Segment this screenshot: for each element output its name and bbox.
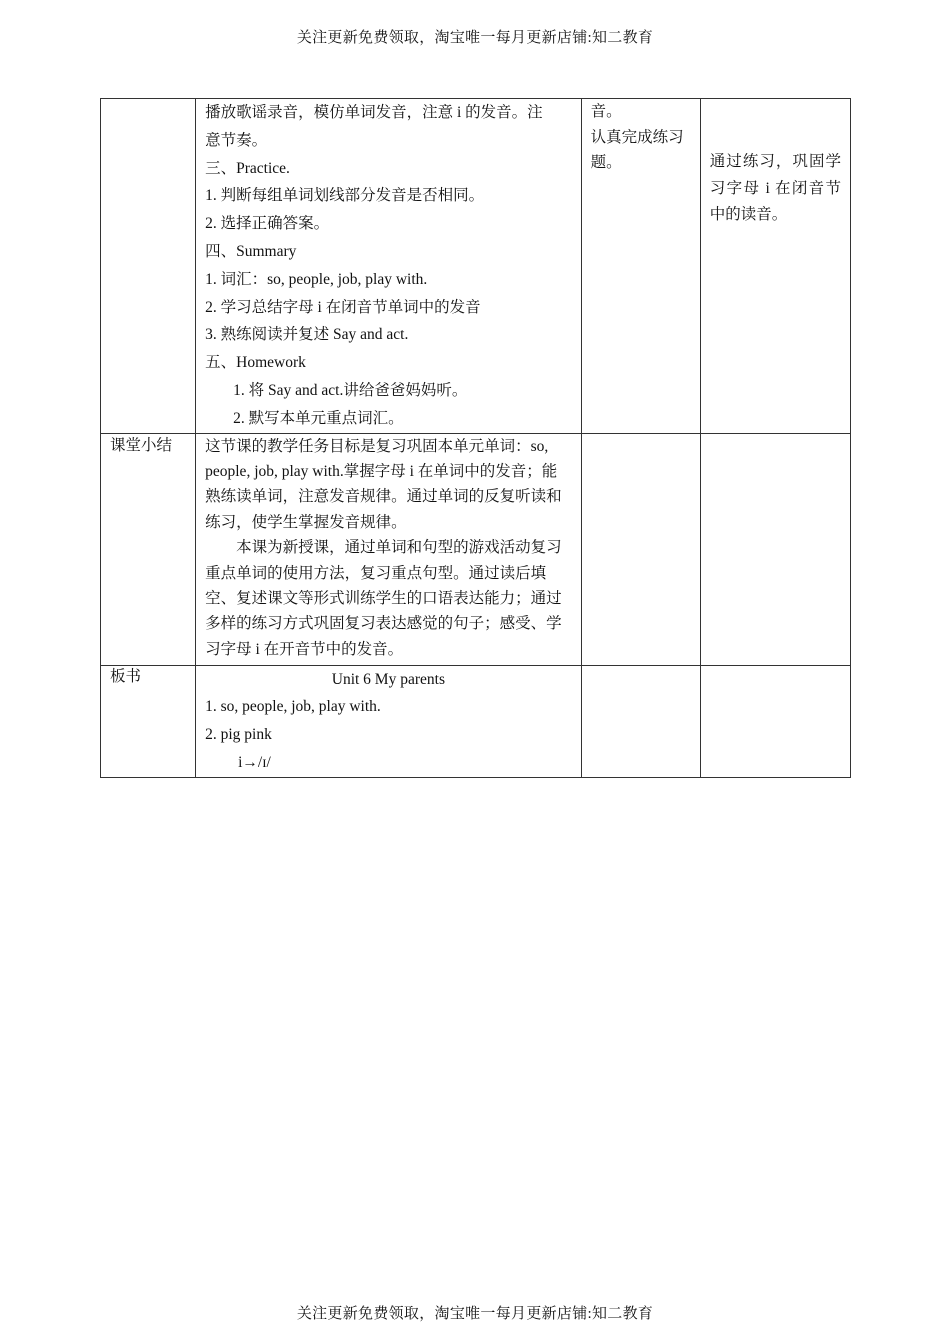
homework-item: 2. 默写本单元重点词汇。 [233, 409, 404, 427]
summary-paragraph-1: 这节课的教学任务目标是复习巩固本单元单词：so, people, job, play with.掌握字母 i 在单词中的发音；能熟练读单词，注意发音规律。通过单词的反复听读和练习，使学生掌握发音规律。 [205, 437, 562, 531]
student-activity-cell [581, 99, 700, 434]
content-line: 意节奏。 [205, 131, 268, 149]
content-line: 3. 熟练阅读并复述 Say and act. [205, 326, 409, 344]
section-heading-summary: 四、Summary [205, 242, 297, 260]
content-line: 播放歌谣录音，模仿单词发音，注意 i 的发音。注 [205, 104, 543, 121]
row-label-summary: 课堂小结 [110, 436, 173, 454]
content-line: 2. 选择正确答案。 [205, 215, 330, 233]
student-line: 认真完成练习 [590, 128, 684, 146]
teaching-content-cell [196, 99, 582, 434]
row-label-cell [101, 433, 196, 665]
section-heading-practice: 三、Practice. [205, 159, 290, 177]
content-line: 1. 判断每组单词划线部分发音是否相同。 [205, 187, 485, 205]
homework-item: 1. 将 Say and act.讲给爸爸妈妈听。 [233, 381, 468, 399]
summary-paragraph-2: 本课为新授课，通过单词和句型的游戏活动复习重点单词的使用方法，复习重点句型。通过读后填空、复述课文等形式训练学生的口语表达能力；通过多样的练习方式巩固复习表达感觉的句子；感受、学习字母 i 在开音节中的发音。 [205, 539, 562, 658]
page-header: 关注更新免费领取，淘宝唯一每月更新店铺:知二教育 [296, 30, 654, 46]
content-line: 1. 词汇：so, people, job, play with. [205, 270, 428, 288]
empty-cell [700, 665, 850, 777]
purpose-text: 通过练习，巩固学习字母 i 在闭音节中的读音。 [709, 153, 841, 223]
summary-content-cell [196, 433, 582, 665]
blackboard-title: Unit 6 My parents [331, 670, 445, 688]
phonetic-line: i→/ɪ/ [238, 753, 271, 771]
empty-cell [581, 433, 700, 665]
lesson-plan-table [100, 98, 851, 778]
content-line: 2. 学习总结字母 i 在闭音节单词中的发音 [205, 298, 481, 316]
blackboard-line: 2. pig pink [205, 726, 272, 744]
blackboard-line: 1. so, people, job, play with. [205, 698, 381, 716]
table-row-summary [101, 433, 851, 665]
empty-cell [581, 665, 700, 777]
blackboard-content-cell [196, 665, 582, 777]
page-footer: 关注更新免费领取，淘宝唯一每月更新店铺:知二教育 [296, 1306, 654, 1322]
student-line: 音。 [590, 103, 622, 120]
table-row-activities [101, 99, 851, 434]
section-heading-homework: 五、Homework [205, 354, 306, 372]
table-row-blackboard [101, 665, 851, 777]
row-label-cell [101, 665, 196, 777]
design-purpose-cell [700, 99, 850, 434]
student-line: 题。 [590, 154, 622, 171]
row-label-cell-empty [101, 99, 196, 434]
row-label-blackboard: 板书 [110, 667, 142, 685]
empty-cell [700, 433, 850, 665]
